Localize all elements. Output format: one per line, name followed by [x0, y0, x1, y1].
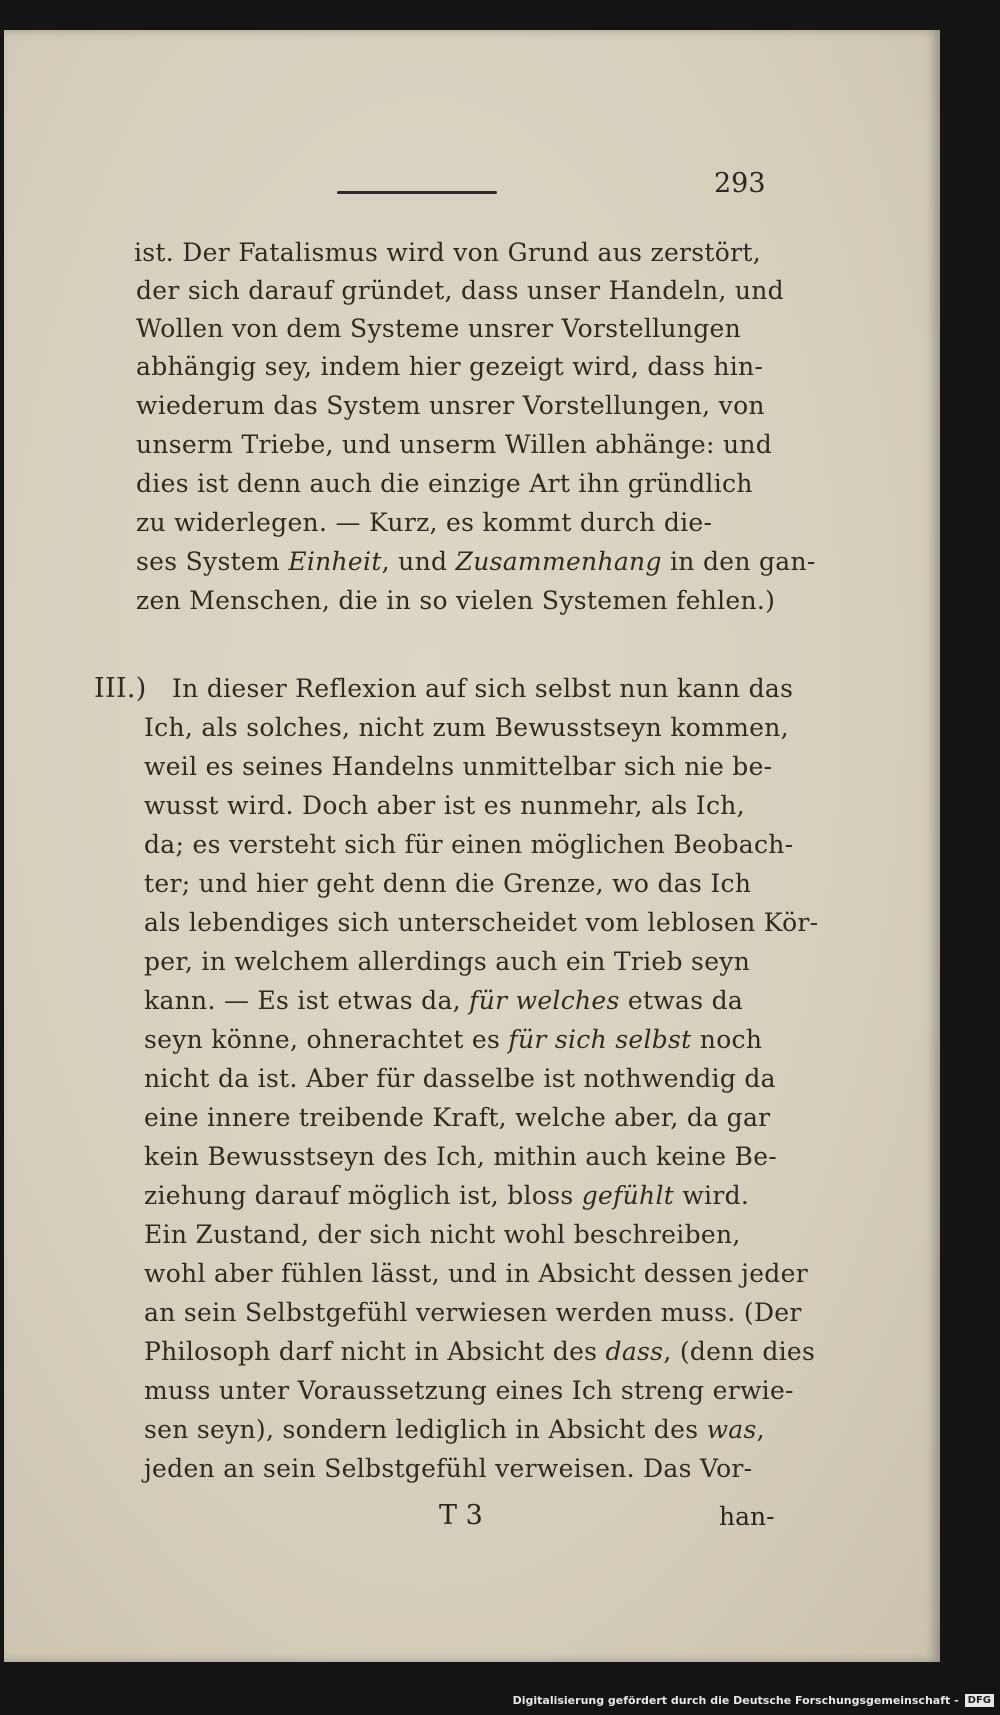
italic-run: Einheit: [288, 547, 382, 576]
text-line: ist. Der Fatalismus wird von Grund aus zerstört,: [134, 238, 761, 267]
text-line: abhängig sey, indem hier gezeigt wird, dass hin-: [136, 352, 764, 381]
italic-run: für welches: [469, 986, 620, 1015]
text-run: noch: [691, 1025, 763, 1054]
header-rule: [337, 191, 497, 194]
text-line: dies ist denn auch die einzige Art ihn gründlich: [136, 469, 753, 498]
text-run: wird.: [674, 1181, 750, 1210]
italic-run: für sich selbst: [508, 1025, 692, 1054]
text-line: zu widerlegen. — Kurz, es kommt durch die-: [136, 508, 713, 537]
text-line: zen Menschen, die in so vielen Systemen fehlen.): [136, 586, 776, 615]
text-run: , (denn dies: [663, 1337, 816, 1366]
text-line: wohl aber fühlen lässt, und in Absicht dessen jeder: [144, 1259, 808, 1288]
signature-mark: T 3: [439, 1500, 483, 1531]
section-marker: III.): [94, 673, 147, 704]
text-run: seyn könne, ohnerachtet es: [144, 1025, 509, 1054]
text-line: [144, 1337, 815, 1366]
text-line: weil es seines Handelns unmittelbar sich nie be-: [144, 752, 773, 781]
text-run: sen seyn), sondern lediglich in Absicht des: [144, 1415, 707, 1444]
text-line: per, in welchem allerdings auch ein Trieb seyn: [144, 947, 751, 976]
text-line: In dieser Reflexion auf sich selbst nun kann das: [172, 674, 794, 703]
text-run: ,: [756, 1415, 765, 1444]
italic-run: gefühlt: [581, 1181, 675, 1210]
text-line: [144, 1415, 765, 1444]
text-line: da; es versteht sich für einen möglichen Beobach-: [144, 830, 794, 859]
page-number: 293: [714, 168, 766, 199]
text-line: nicht da ist. Aber für dasselbe ist nothwendig da: [144, 1064, 776, 1093]
text-run: ses System: [136, 547, 289, 576]
catchword: han-: [719, 1502, 775, 1531]
italic-run: Zusammenhang: [455, 547, 662, 576]
text-line: wusst wird. Doch aber ist es nunmehr, als Ich,: [144, 791, 745, 820]
text-run: kann. — Es ist etwas da,: [144, 986, 470, 1015]
footer-text: Digitalisierung gefördert durch die Deutsche Forschungsgemeinschaft -: [512, 1693, 959, 1707]
text-line: Wollen von dem Systeme unsrer Vorstellungen: [136, 314, 742, 343]
text-line: Ein Zustand, der sich nicht wohl beschreiben,: [144, 1220, 741, 1249]
book-page: [4, 30, 940, 1662]
text-run: Philosoph darf nicht in Absicht des: [144, 1337, 606, 1366]
text-line: [144, 1181, 749, 1210]
text-run: in den gan-: [661, 547, 816, 576]
text-run: , und: [381, 547, 456, 576]
text-line: kein Bewusstseyn des Ich, mithin auch keine Be-: [144, 1142, 778, 1171]
italic-run: was: [706, 1415, 757, 1444]
text-run: ziehung darauf möglich ist, bloss: [144, 1181, 582, 1210]
text-line: eine innere treibende Kraft, welche aber, da gar: [144, 1103, 771, 1132]
text-line: jeden an sein Selbstgefühl verweisen. Das Vor-: [144, 1454, 753, 1483]
text-line: wiederum das System unsrer Vorstellungen, von: [136, 391, 765, 420]
text-line: muss unter Voraussetzung eines Ich streng erwie-: [144, 1376, 794, 1405]
text-line: der sich darauf gründet, dass unser Handeln, und: [136, 276, 784, 305]
dfg-logo: DFG: [965, 1694, 994, 1707]
text-run: etwas da: [619, 986, 744, 1015]
text-line: [136, 547, 816, 576]
digitization-footer: [513, 1687, 994, 1713]
text-line: an sein Selbstgefühl verwiesen werden muss. (Der: [144, 1298, 802, 1327]
text-line: [144, 986, 743, 1015]
text-line: [144, 1025, 762, 1054]
text-line: unserm Triebe, und unserm Willen abhänge: und: [136, 430, 773, 459]
italic-run: dass: [605, 1337, 664, 1366]
text-line: Ich, als solches, nicht zum Bewusstseyn kommen,: [144, 713, 789, 742]
text-line: als lebendiges sich unterscheidet vom leblosen Kör-: [144, 908, 819, 937]
text-line: ter; und hier geht denn die Grenze, wo das Ich: [144, 869, 752, 898]
